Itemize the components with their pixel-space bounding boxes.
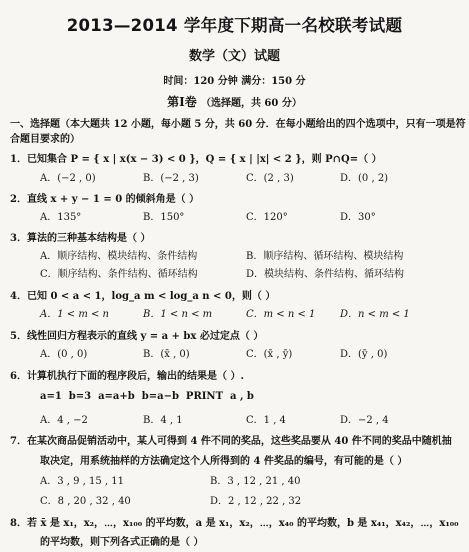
q6-stem: 6．计算机执行下面的程序段后，输出的结果是（ ）. [10, 371, 244, 382]
volume-label: 第Ⅰ卷 [167, 95, 197, 109]
q5-option-a: A．(0 , 0) [40, 349, 88, 360]
q4-option-c: C．m < n < 1 [246, 309, 316, 320]
q1-option-b: B．(−2 , 3) [143, 173, 199, 184]
q2-option-d: D．30° [340, 212, 376, 223]
q1-option-d: D．(0 , 2) [340, 173, 389, 184]
q2-stem: 2．直线 x + y − 1 = 0 的倾斜角是（ ） [10, 194, 200, 205]
q1-option-c: C．(2 , 3) [246, 173, 294, 184]
q5-stem: 5．线性回归方程表示的直线 y = a + bx 必过定点（ ） [10, 331, 264, 342]
q5-option-b: B．(x̄ , 0) [143, 349, 190, 360]
q3-option-a: A．顺序结构、模块结构、条件结构 [40, 251, 198, 262]
volume-heading [0, 93, 469, 110]
q7-option-c: C．8 , 20 , 32 , 40 [40, 496, 131, 507]
q6-option-a: A．4 , −2 [40, 415, 88, 426]
q1-option-a: A．(−2 , 0) [40, 173, 96, 184]
section-intro-line2: 合题目要求的） [10, 134, 80, 145]
q3-option-c: C．顺序结构、条件结构、循环结构 [40, 269, 198, 280]
q2-option-c: C．120° [246, 212, 288, 223]
q7-stem-line1: 7．在某次商品促销活动中，某人可得到 4 件不同的奖品，这些奖品要从 40 件不同的奖品中随机抽 [10, 436, 452, 447]
q6-program-code: a=1 b=3 a=a+b b=a−b PRINT a , b [40, 391, 254, 402]
q4-option-b: B．1 < n < m [143, 309, 213, 320]
q6-option-d: D．−2 , 4 [340, 415, 389, 426]
exam-meta: 时间：120 分钟 满分：150 分 [163, 76, 306, 87]
exam-subtitle: 数学（文）试题 [188, 49, 280, 64]
exam-title: 2013—2014 学年度下期高一名校联考试题 [66, 16, 403, 35]
q6-option-c: C．1 , 4 [246, 415, 286, 426]
q3-option-d: D．模块结构、条件结构、循环结构 [246, 269, 405, 280]
section-intro-line1: 一、选择题（本大题共 12 小题，每小题 5 分，共 60 分．在每小题给出的四个选项中，只有一项是符 [10, 119, 466, 130]
volume-note: （选择题，共 60 分） [200, 98, 302, 109]
q7-option-d: D．2 , 12 , 22 , 32 [210, 496, 302, 507]
q3-option-b: B．顺序结构、循环结构、模块结构 [246, 251, 404, 262]
q7-option-b: B．3 , 12 , 21 , 40 [210, 476, 301, 487]
q7-stem-line2: 取决定，用系统抽样的方法确定这个人所得到的 4 件奖品的编号，有可能的是（ ） [40, 456, 408, 467]
q5-option-d: D．(ȳ , 0) [340, 349, 388, 360]
q7-option-a: A．3 , 9 , 15 , 11 [40, 476, 125, 487]
q2-option-a: A．135° [40, 212, 82, 223]
q4-stem: 4．已知 0 < a < 1，log_a m < log_a n < 0，则（ ） [10, 291, 276, 302]
q4-option-a: A．1 < m < n [40, 309, 109, 320]
q1-stem: 1．已知集合 P = { x | x(x − 3) < 0 }，Q = { x | |x| < 2 }，则 P∩Q=（ ） [10, 154, 382, 165]
q2-option-b: B．150° [143, 212, 185, 223]
q5-option-c: C．(x̄ , ȳ) [246, 349, 293, 360]
q8-stem-line1: 8．若 x̄ 是 x₁，x₂，⋯，x₁₀₀ 的平均数，a 是 x₁，x₂，⋯，x₄₀ 的平均数，b 是 x₄₁，x₄₂，⋯，x₁₀₀ [10, 518, 459, 529]
q3-stem: 3．算法的三种基本结构是（ ） [10, 233, 151, 244]
q4-option-d: D．n < m < 1 [340, 309, 410, 320]
q6-option-b: B．4 , 1 [143, 415, 183, 426]
q8-stem-line2: 的平均数，则下列各式正确的是（ ） [40, 537, 204, 548]
